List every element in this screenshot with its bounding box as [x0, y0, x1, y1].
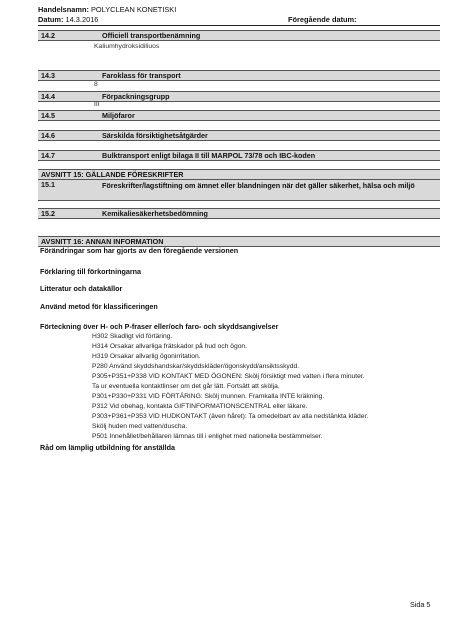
- phrases-heading: Förteckning över H- och P-fraser eller/och faro- och skyddsangivelser: [40, 322, 279, 331]
- phrase-line: P303+P361+P353 VID HUDKONTAKT (även håret): Ta omedelbart av alla nedstänkta kläder.: [92, 413, 369, 420]
- phrase-line: P312 Vid obehag, kontakta GIFTINFORMATIONSCENTRAL eller läkare.: [92, 403, 308, 410]
- trade-name-label: Handelsnamn:: [38, 5, 89, 14]
- section-title: AVSNITT 15: GÄLLANDE FÖRESKRIFTER: [41, 170, 184, 179]
- date-value: 14.3.2016: [65, 15, 99, 24]
- classification-method-heading: Använd metod för klassificeringen: [40, 302, 158, 311]
- row-title: Förpackningsgrupp: [102, 92, 170, 101]
- row-title: Officiell transportbenämning: [102, 31, 201, 40]
- literature-heading: Litteratur och datakällor: [40, 284, 123, 293]
- phrase-line: H319 Orsakar allvarlig ögonirritation.: [92, 353, 201, 360]
- row-title: Kemikaliesäkerhetsbedömning: [102, 209, 208, 218]
- date-label: Datum:: [38, 15, 64, 24]
- row-number: 14.5: [41, 111, 55, 120]
- phrase-line: P501 Innehållet/behållaren lämnas till i enlighet med nationella bestämmelser.: [92, 433, 323, 440]
- row-title: Faroklass för transport: [102, 71, 181, 80]
- changes-heading: Förändringar som har gjorts av den föregående versionen: [40, 246, 239, 255]
- previous-date-label: Föregående datum:: [288, 15, 357, 24]
- phrase-line: H302 Skadligt vid förtäring.: [92, 333, 173, 340]
- phrase-line: Ta ur eventuella kontaktlinser om det går lätt. Fortsätt att skölja.: [92, 383, 280, 390]
- row-14-5: [38, 110, 440, 121]
- row-14-6: [38, 130, 440, 141]
- row-15-2: [38, 208, 440, 219]
- row-14-7: [38, 150, 440, 161]
- row-number: 15.2: [41, 209, 55, 218]
- row-title: Miljöfaror: [102, 111, 135, 120]
- trade-name-line: [38, 5, 176, 14]
- row-14-2: [38, 30, 440, 41]
- date-line: [38, 15, 98, 24]
- row-number: 15.1: [41, 180, 55, 189]
- row-title: Bulktransport enligt bilaga II till MARPOL 73/78 och IBC-koden: [102, 151, 316, 160]
- phrase-line: P280 Använd skyddshandskar/skyddskläder/ögonskydd/ansiktsskydd.: [92, 363, 300, 370]
- abbreviations-heading: Förklaring till förkortningarna: [40, 267, 142, 276]
- row-title: Särskilda försiktighetsåtgärder: [102, 131, 208, 140]
- packing-group-value: III: [94, 101, 100, 108]
- row-number: 14.2: [41, 31, 55, 40]
- section-title: AVSNITT 16: ANNAN INFORMATION: [41, 237, 164, 246]
- phrase-line: P305+P351+P338 VID KONTAKT MED ÖGONEN: Skölj försiktigt med vatten i flera minuter.: [92, 373, 365, 380]
- phrase-line: P301+P330+P331 VID FÖRTÄRING: Skölj munnen. Framkalla INTE kräkning.: [92, 393, 325, 400]
- row-number: 14.7: [41, 151, 55, 160]
- row-number: 14.4: [41, 92, 55, 101]
- hazard-class-value: 8: [94, 81, 98, 88]
- row-14-3: [38, 70, 440, 81]
- training-heading: Råd om lämplig utbildning för anställda: [40, 443, 175, 452]
- header-divider: [38, 25, 440, 26]
- phrase-line: H314 Orsakar allvarliga frätskador på hud och ögon.: [92, 343, 248, 350]
- transport-name-value: Kaliumhydroksidiliuos: [94, 43, 160, 50]
- row-title: Föreskrifter/lagstiftning om ämnet eller blandningen när det gäller säkerhet, hälsa och miljö: [102, 181, 415, 190]
- row-15-1: [38, 179, 440, 201]
- phrase-line: Skölj huden med vatten/duscha.: [92, 423, 188, 430]
- row-number: 14.6: [41, 131, 55, 140]
- trade-name-value: POLYCLEAN KONETISKI: [91, 5, 177, 14]
- page-number: Sida 5: [410, 600, 431, 609]
- row-number: 14.3: [41, 71, 55, 80]
